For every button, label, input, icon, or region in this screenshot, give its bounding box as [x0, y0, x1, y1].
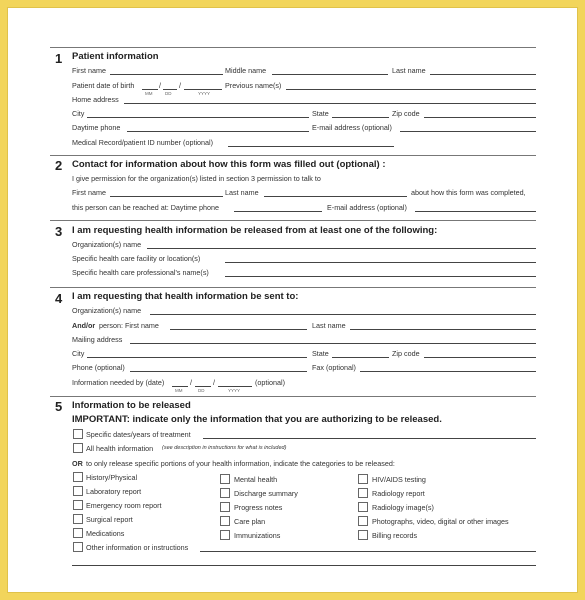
home-address-label: Home address: [72, 95, 119, 104]
needed-mm-hint: MM: [175, 388, 183, 393]
progress-notes-checkbox[interactable]: [220, 502, 230, 512]
record-id-field[interactable]: [228, 146, 394, 147]
first-name-label: First name: [72, 66, 106, 75]
needed-by-label: Information needed by (date): [72, 378, 165, 387]
dob-yyyy-hint: YYYY: [198, 91, 211, 96]
contact-first-name-label: First name: [72, 188, 106, 197]
facility-label: Specific health care facility or location(s): [72, 254, 201, 263]
category-label: Emergency room report: [86, 501, 162, 510]
other-info-field[interactable]: [200, 551, 536, 552]
recipient-zip-field[interactable]: [424, 357, 536, 358]
recipient-org-field[interactable]: [150, 314, 536, 315]
last-name-field[interactable]: [430, 74, 536, 75]
category-label: Immunizations: [234, 531, 281, 540]
section-2-rule: [50, 155, 536, 156]
immunizations-checkbox[interactable]: [220, 530, 230, 540]
section-3-title: I am requesting health information be released from at least one of the following:: [72, 225, 438, 236]
section-5-rule: [50, 396, 536, 397]
dob-dd-hint: DD: [165, 91, 172, 96]
category-label: Mental health: [234, 475, 278, 484]
middle-name-field[interactable]: [272, 74, 388, 75]
radiology-images-checkbox[interactable]: [358, 502, 368, 512]
recipient-phone-field[interactable]: [130, 371, 307, 372]
city-label: City: [72, 109, 85, 118]
section-5-number: 5: [55, 399, 63, 414]
contact-last-name-field[interactable]: [264, 196, 407, 197]
daytime-phone-label: Daytime phone: [72, 123, 121, 132]
contact-email-label: E-mail address (optional): [327, 203, 407, 212]
contact-last-name-label: Last name: [225, 188, 259, 197]
or-text: to only release specific portions of your health information, indicate the categories to be released:: [86, 459, 395, 468]
section-1-rule: [50, 47, 536, 48]
needed-by-year-field[interactable]: [218, 386, 252, 387]
recipient-fax-label: Fax (optional): [312, 363, 356, 372]
category-label: Radiology image(s): [372, 503, 434, 512]
release-org-field[interactable]: [147, 248, 536, 249]
section-3-number: 3: [55, 224, 63, 239]
category-label: Discharge summary: [234, 489, 298, 498]
needed-slash-2: /: [213, 378, 215, 387]
dob-slash-2: /: [179, 81, 181, 90]
section-2-title: Contact for information about how this form was filled out (optional) :: [72, 159, 386, 170]
needed-yyyy-hint: YYYY: [228, 388, 241, 393]
mailing-address-label: Mailing address: [72, 335, 123, 344]
person-first-name-label: person: First name: [99, 321, 159, 330]
mailing-address-field[interactable]: [130, 343, 536, 344]
important-note: IMPORTANT: indicate only the information that you are authorizing to be released.: [72, 414, 442, 425]
permission-text: I give permission for the organization(s) listed in section 3 permission to talk to: [72, 174, 321, 183]
needed-by-month-field[interactable]: [172, 386, 188, 387]
specific-dates-checkbox[interactable]: [73, 429, 83, 439]
zip-field[interactable]: [424, 117, 536, 118]
contact-email-field[interactable]: [415, 211, 536, 212]
other-info-field-line-2[interactable]: [72, 565, 536, 566]
recipient-org-label: Organization(s) name: [72, 306, 142, 315]
recipient-city-label: City: [72, 349, 85, 358]
radiology-report-checkbox[interactable]: [358, 488, 368, 498]
medications-checkbox[interactable]: [73, 528, 83, 538]
previous-names-label: Previous name(s): [225, 81, 282, 90]
needed-slash-1: /: [190, 378, 192, 387]
daytime-phone-field[interactable]: [127, 131, 309, 132]
category-label: Photographs, video, digital or other images: [372, 517, 509, 526]
history-physical-checkbox[interactable]: [73, 472, 83, 482]
all-info-label: All health information: [86, 444, 154, 453]
recipient-state-label: State: [312, 349, 329, 358]
about-text: about how this form was completed,: [411, 188, 526, 197]
section-5-title: Information to be released: [72, 400, 191, 411]
section-4-number: 4: [55, 291, 63, 306]
recipient-state-field[interactable]: [332, 357, 389, 358]
needed-by-day-field[interactable]: [195, 386, 211, 387]
section-4-rule: [50, 287, 536, 288]
dob-year-field[interactable]: [184, 89, 222, 90]
contact-phone-field[interactable]: [234, 211, 322, 212]
category-label: Medications: [86, 529, 125, 538]
all-info-checkbox[interactable]: [73, 443, 83, 453]
dob-label: Patient date of birth: [72, 81, 135, 90]
or-prefix: OR: [72, 459, 83, 468]
discharge-summary-checkbox[interactable]: [220, 488, 230, 498]
category-label: Billing records: [372, 531, 418, 540]
billing-records-checkbox[interactable]: [358, 530, 368, 540]
andor-label: And/or: [72, 321, 96, 330]
state-label: State: [312, 109, 329, 118]
professional-field[interactable]: [225, 276, 536, 277]
all-info-note: (see description in instructions for what is included): [162, 445, 287, 451]
dob-mm-hint: MM: [145, 91, 153, 96]
recipient-fax-field[interactable]: [360, 371, 536, 372]
person-first-name-field[interactable]: [170, 329, 307, 330]
needed-dd-hint: DD: [198, 388, 205, 393]
zip-label: Zip code: [392, 109, 420, 118]
city-field[interactable]: [87, 117, 309, 118]
care-plan-checkbox[interactable]: [220, 516, 230, 526]
surgical-report-checkbox[interactable]: [73, 514, 83, 524]
email-field[interactable]: [400, 131, 536, 132]
record-id-label: Medical Record/patient ID number (optional): [72, 138, 214, 147]
section-1-title: Patient information: [72, 51, 159, 62]
category-label: HIV/AIDS testing: [372, 475, 426, 484]
laboratory-report-checkbox[interactable]: [73, 486, 83, 496]
hiv-aids-testing-checkbox[interactable]: [358, 474, 368, 484]
professional-label: Specific health care professional's name(s): [72, 268, 209, 277]
category-label: Care plan: [234, 517, 266, 526]
other-info-label: Other information or instructions: [86, 543, 189, 552]
dob-day-field[interactable]: [163, 89, 177, 90]
state-field[interactable]: [332, 117, 389, 118]
section-2-number: 2: [55, 158, 63, 173]
needed-optional-label: (optional): [255, 378, 285, 387]
section-3-rule: [50, 220, 536, 221]
dob-month-field[interactable]: [142, 89, 158, 90]
contact-first-name-field[interactable]: [110, 196, 223, 197]
first-name-field[interactable]: [110, 74, 223, 75]
facility-field[interactable]: [225, 262, 536, 263]
category-label: Progress notes: [234, 503, 283, 512]
photographs-checkbox[interactable]: [358, 516, 368, 526]
section-4-title: I am requesting that health information be sent to:: [72, 291, 299, 302]
category-label: History/Physical: [86, 473, 138, 482]
category-label: Radiology report: [372, 489, 425, 498]
recipient-phone-label: Phone (optional): [72, 363, 125, 372]
dob-slash-1: /: [159, 81, 161, 90]
last-name-label: Last name: [392, 66, 426, 75]
category-label: Surgical report: [86, 515, 133, 524]
reached-text: this person can be reached at: Daytime phone: [72, 203, 220, 212]
mental-health-checkbox[interactable]: [220, 474, 230, 484]
previous-names-field[interactable]: [286, 89, 536, 90]
category-label: Laboratory report: [86, 487, 142, 496]
emergency-room-report-checkbox[interactable]: [73, 500, 83, 510]
home-address-field[interactable]: [124, 103, 536, 104]
recipient-zip-label: Zip code: [392, 349, 420, 358]
email-label: E-mail address (optional): [312, 123, 392, 132]
recipient-city-field[interactable]: [87, 357, 307, 358]
middle-name-label: Middle name: [225, 66, 267, 75]
person-last-name-field[interactable]: [350, 329, 536, 330]
release-org-label: Organization(s) name: [72, 240, 142, 249]
specific-dates-field[interactable]: [203, 438, 536, 439]
person-last-name-label: Last name: [312, 321, 346, 330]
other-info-checkbox[interactable]: [73, 542, 83, 552]
section-1-number: 1: [55, 51, 63, 66]
specific-dates-label: Specific dates/years of treatment: [86, 430, 191, 439]
